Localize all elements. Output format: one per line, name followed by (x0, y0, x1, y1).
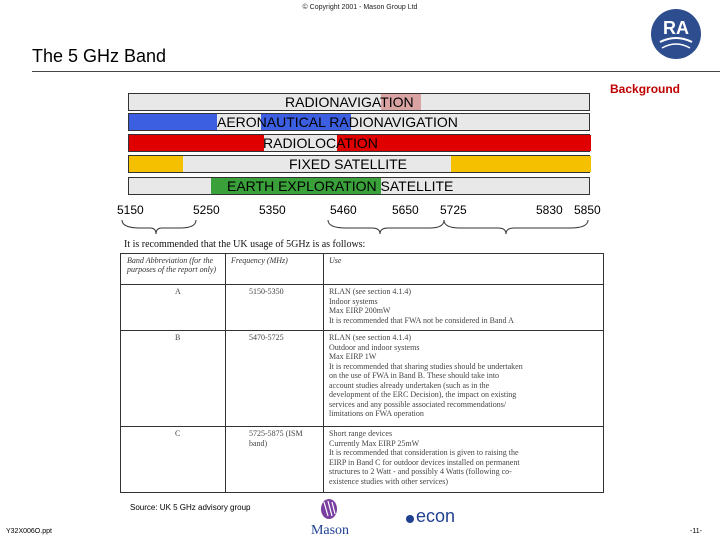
table-divider (121, 426, 603, 427)
row-b-use-1: RLAN (see section 4.1.4) (329, 333, 411, 342)
row-b-use-6: account studies already undertaken (such as in the (329, 380, 490, 390)
background-label: Background (610, 82, 681, 96)
row-b-use-3: Max EIRP 1W (329, 352, 377, 361)
row-b-use-9: limitations on FWA operation (329, 409, 424, 418)
header-frequency: Frequency (MHz) (231, 256, 288, 265)
ra-logo-text: RA (663, 18, 689, 38)
document-id: Y32X006O.ppt (6, 528, 52, 535)
freq-label: 5150 (117, 203, 144, 217)
band-bar-aeronautical-radionavigation (128, 113, 590, 131)
header-use: Use (329, 256, 342, 265)
econ-logo-text: econ (416, 506, 456, 526)
header-band: Band Abbreviation (for the purposes of the report only) (127, 256, 217, 274)
title-divider (32, 71, 720, 72)
row-b-band: B (175, 333, 181, 342)
row-c-use-6: existence studies with other services) (329, 476, 449, 486)
freq-label: 5725 (440, 203, 467, 217)
band-bar-fixed-satellite (128, 155, 590, 173)
slide-title: The 5 GHz Band (32, 46, 167, 66)
usage-table (120, 253, 604, 493)
brace-band-b (328, 220, 444, 234)
row-c-band: C (175, 429, 181, 438)
row-b-use-2: Outdoor and indoor systems (329, 342, 420, 352)
band-bar-radiolocation (128, 134, 590, 152)
row-b-frequency: 5470-5725 (249, 333, 284, 342)
document-intro: It is recommended that the UK usage of 5GHz is as follows: (124, 239, 366, 250)
freq-label: 5850 (574, 203, 601, 217)
row-b-use-4: It is recommended that sharing studies should be undertaken (329, 361, 523, 371)
row-c-use-2: Currently Max EIRP 25mW (329, 438, 420, 448)
mason-logo (298, 498, 362, 538)
row-b-use-5: on the use of FWA in Band B. These should take into (329, 371, 500, 380)
copyright-notice: © Copyright 2001 - Mason Group Ltd (302, 4, 418, 11)
table-divider (121, 284, 603, 285)
recommendation-document (116, 237, 606, 495)
row-c-use-4: EIRP in Band C for outdoor devices installed on permanent (329, 457, 520, 467)
row-a-band: A (175, 287, 181, 296)
table-divider (225, 254, 226, 492)
band-bar-radionavigation (128, 93, 590, 111)
freq-label: 5830 (536, 203, 563, 217)
brace-band-c (444, 220, 588, 234)
row-b-use-7: development of the ERC Decision), the impact on existing (329, 390, 517, 399)
band-bar-earth-exploration-satellite (128, 177, 590, 195)
band-label: RADIONAVIGATION (285, 94, 414, 110)
row-a-frequency: 5150-5350 (249, 287, 284, 296)
freq-label: 5350 (259, 203, 286, 217)
table-divider (323, 254, 324, 492)
mason-logo-text: Mason (310, 523, 350, 538)
row-a-use-1: RLAN (see section 4.1.4) (329, 287, 411, 296)
ra-logo (648, 8, 704, 60)
freq-label: 5650 (392, 203, 419, 217)
freq-label: 5460 (330, 203, 357, 217)
band-segment (129, 135, 264, 151)
band-segment (129, 114, 217, 130)
row-c-use-1: Short range devices (329, 429, 393, 438)
row-c-use-5: structures to 2 Watt - and possibly 4 Watts (following co- (329, 467, 512, 476)
freq-label: 5250 (193, 203, 220, 217)
page-number: -11- (690, 528, 702, 535)
band-segment (451, 156, 591, 172)
band-label: FIXED SATELLITE (289, 156, 407, 172)
row-a-use-2: Indoor systems (329, 296, 378, 306)
brace-band-a (122, 220, 196, 234)
band-label: RADIOLOCATION (263, 135, 378, 151)
row-a-use-4: It is recommended that FWA not be considered in Band A (329, 315, 514, 325)
band-label: AERONAUTICAL RADIONAVIGATION (217, 114, 458, 130)
source-note: Source: UK 5 GHz advisory group (130, 503, 251, 512)
band-segment (129, 156, 183, 172)
row-b-use-8: services and any possible associated recommendations/ (329, 399, 507, 409)
econ-logo (404, 500, 470, 530)
row-a-use-3: Max EIRP 200mW (329, 306, 391, 315)
band-label: EARTH EXPLORATION SATELLITE (227, 178, 454, 194)
row-c-use-3: It is recommended that consideration is given to raising the (329, 448, 519, 457)
table-divider (121, 330, 603, 331)
row-c-frequency: 5725-5875 (ISM band) (249, 429, 303, 448)
